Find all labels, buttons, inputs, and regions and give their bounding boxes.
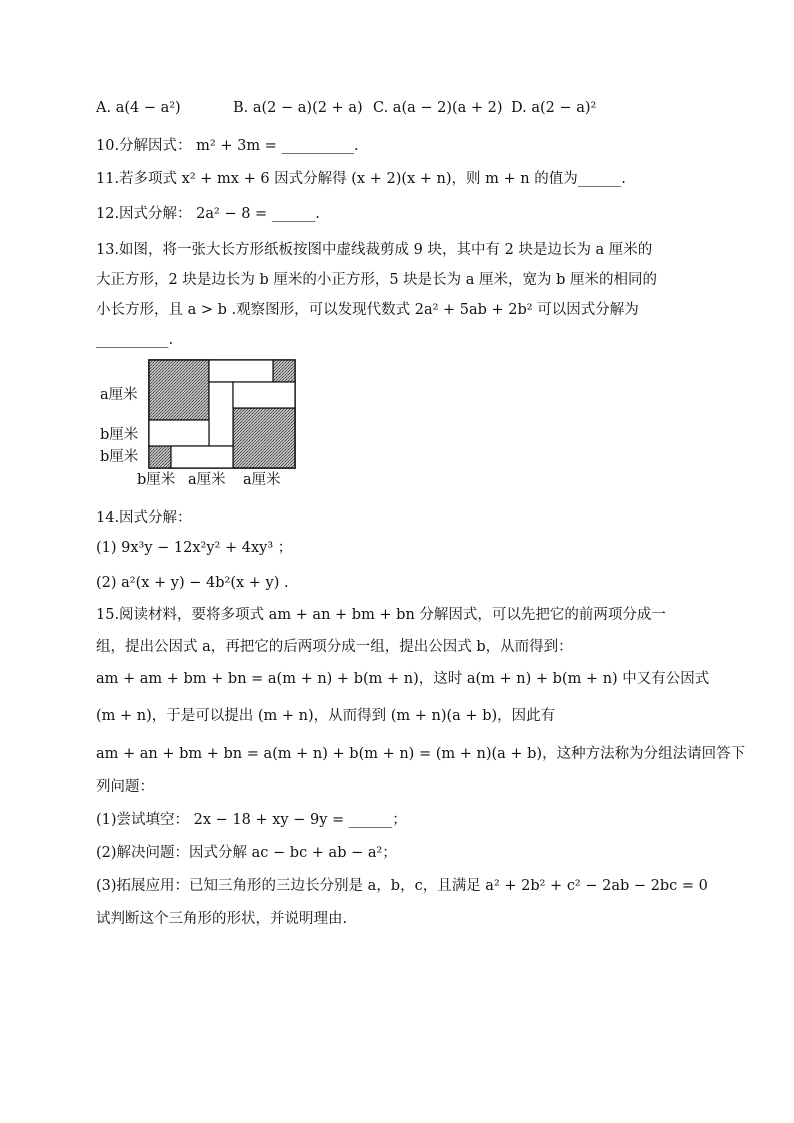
- small-rect-1: [209, 360, 273, 382]
- small-square-2: [149, 446, 171, 468]
- q15-line-4: (m + n)，于是可以提出 (m + n)，从而得到 (m + n)(a + b)，因此有: [96, 708, 556, 724]
- q9-options: [96, 98, 596, 118]
- fig-label-a-bottom-1: a厘米: [188, 472, 226, 488]
- small-rect-5: [171, 446, 233, 468]
- q13-figure: [96, 356, 306, 496]
- small-rect-2: [209, 382, 233, 446]
- q14-title: 14.因式分解：: [96, 510, 192, 526]
- fig-label-b-bottom: b厘米: [137, 472, 176, 488]
- q12-text: 12.因式分解： 2a² − 8 = ______.: [96, 206, 320, 222]
- q15-part-1: (1)尝试填空： 2x − 18 + xy − 9y = ______；: [96, 812, 407, 828]
- q15-line-3: am + am + bm + bn = a(m + n) + b(m + n)，这时 a(m + n) + b(m + n) 中又有公因式: [96, 671, 710, 687]
- q15-line-6: 列问题：: [96, 779, 154, 795]
- q15-line-1: 15.阅读材料，要将多项式 am + an + bm + bn 分解因式，可以先把它的前两项分成一: [96, 607, 666, 623]
- small-square-1: [273, 360, 295, 382]
- q9-option-c: C. a(a − 2)(a + 2): [373, 100, 503, 116]
- big-square-2: [233, 408, 295, 468]
- fig-label-a-bottom-2: a厘米: [243, 472, 281, 488]
- q13-line-1: 13.如图，将一张大长方形纸板按图中虚线裁剪成 9 块，其中有 2 块是边长为 a 厘米的: [96, 242, 653, 258]
- q15-part-2: (2)解决问题：因式分解 ac − bc + ab − a²；: [96, 845, 397, 861]
- q15-line-5: am + an + bm + bn = a(m + n) + b(m + n) = (m + n)(a + b)，这种方法称为分组法请回答下: [96, 746, 746, 762]
- small-rect-4: [149, 420, 209, 446]
- q9-option-d: D. a(2 − a)²: [511, 100, 597, 116]
- q11-text: 11.若多项式 x² + mx + 6 因式分解得 (x + 2)(x + n)，则 m + n 的值为______.: [96, 171, 626, 187]
- big-square-1: [149, 360, 209, 420]
- fig-label-b-left-2: b厘米: [100, 449, 139, 465]
- q15-part-4: 试判断这个三角形的形状，并说明理由.: [96, 911, 348, 927]
- q15-part-3: (3)拓展应用：已知三角形的三边长分别是 a，b，c，且满足 a² + 2b² + c² − 2ab − 2bc = 0: [96, 878, 708, 894]
- q13-line-4: __________.: [96, 332, 174, 348]
- small-rect-3: [233, 382, 295, 408]
- q13-line-2: 大正方形，2 块是边长为 b 厘米的小正方形，5 块是长为 a 厘米，宽为 b 厘米的相同的: [96, 272, 658, 288]
- fig-label-b-left-1: b厘米: [100, 427, 139, 443]
- q13-line-3: 小长方形，且 a > b .观察图形，可以发现代数式 2a² + 5ab + 2b² 可以因式分解为: [96, 302, 639, 318]
- q15-line-2: 组，提出公因式 a，再把它的后两项分成一组，提出公因式 b，从而得到：: [96, 639, 573, 655]
- fig-label-a-left: a厘米: [100, 387, 138, 403]
- q9-option-b: B. a(2 − a)(2 + a): [233, 100, 363, 116]
- q14-part-2: (2) a²(x + y) − 4b²(x + y) .: [96, 575, 289, 591]
- q9-option-a: A. a(4 − a²): [96, 100, 181, 116]
- q14-part-1: (1) 9x³y − 12x²y² + 4xy³ ；: [96, 540, 293, 556]
- q10-text: 10.分解因式： m² + 3m = __________.: [96, 138, 359, 154]
